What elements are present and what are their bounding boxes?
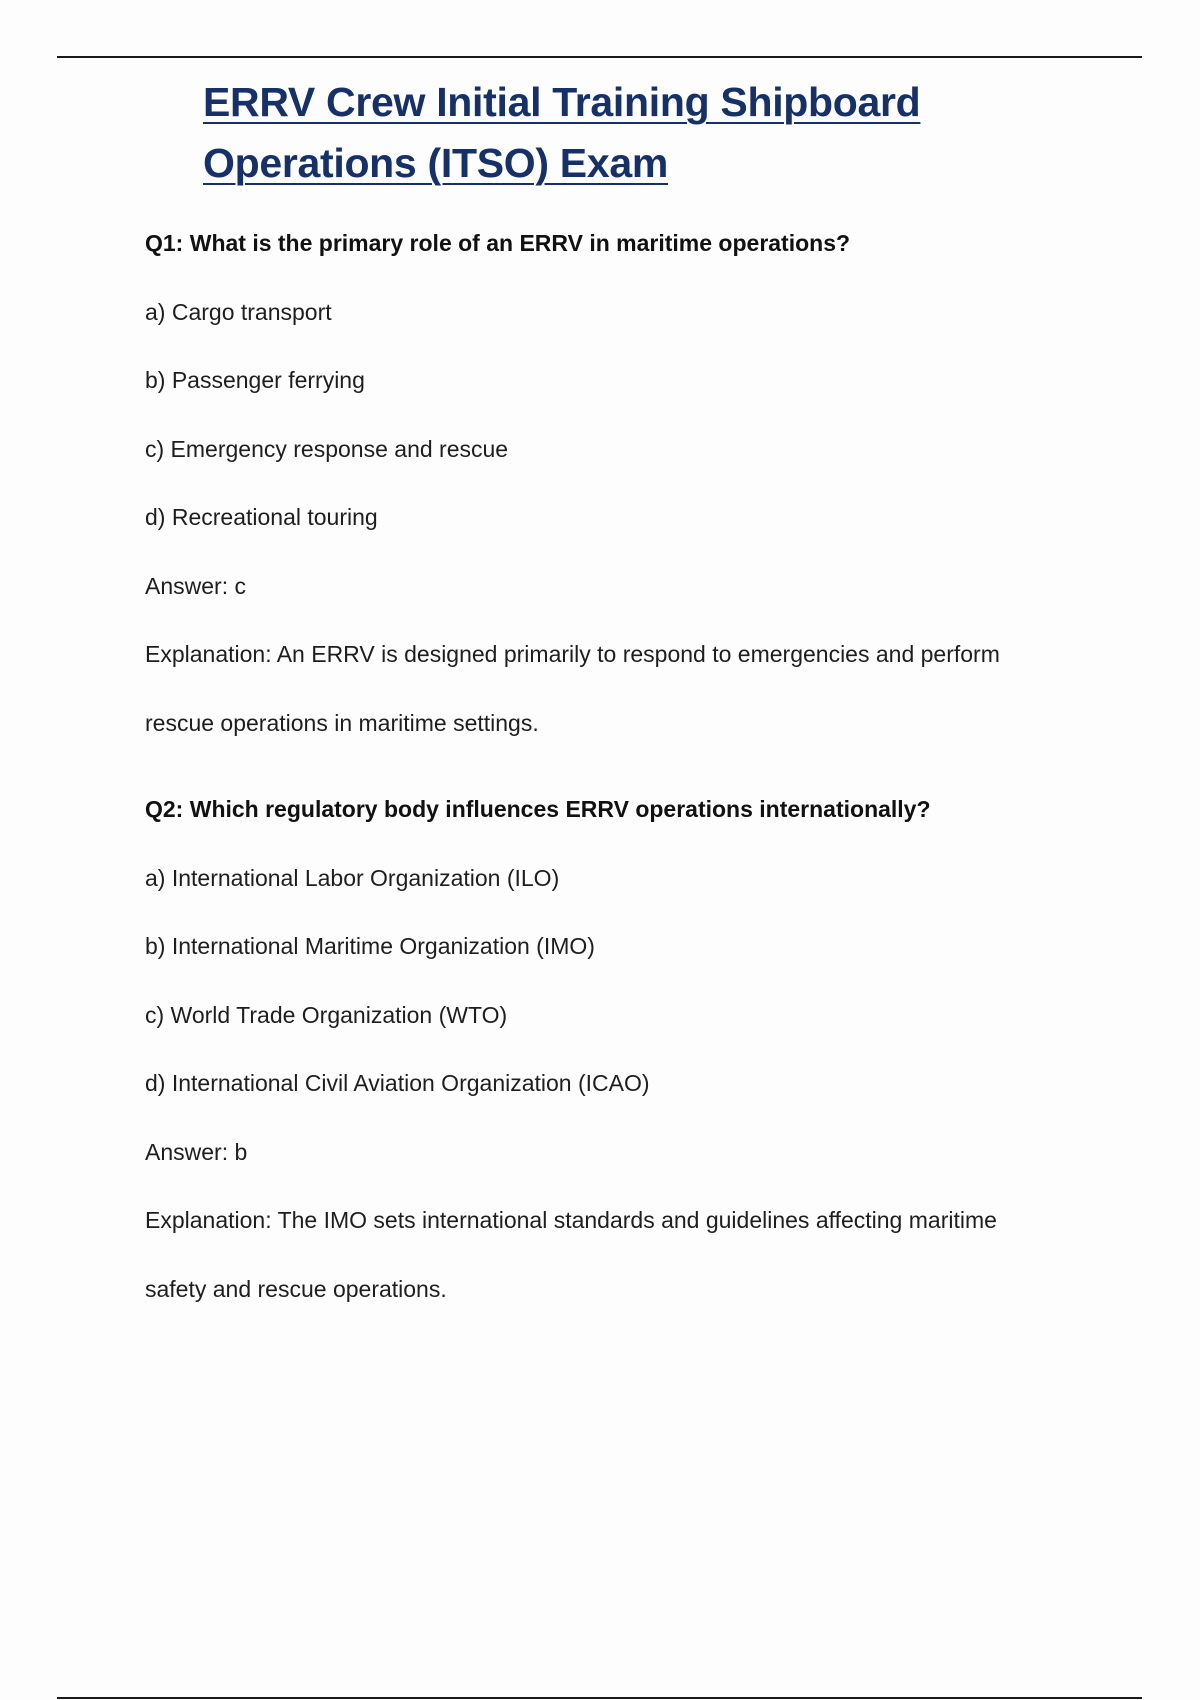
top-rule bbox=[57, 56, 1142, 58]
option-a: a) International Labor Organization (ILO) bbox=[145, 864, 560, 891]
question-text: Q1: What is the primary role of an ERRV in maritime operations? bbox=[145, 230, 851, 256]
bottom-rule bbox=[57, 1697, 1142, 1699]
answer-text: Answer: b bbox=[145, 1138, 248, 1165]
option-d: d) International Civil Aviation Organization (ICAO) bbox=[145, 1070, 650, 1096]
explanation-text: Explanation: The IMO sets international standards and guidelines affecting maritime safety and rescue operations. bbox=[145, 1207, 997, 1302]
option-a: a) Cargo transport bbox=[145, 298, 332, 325]
question-text: Q2: Which regulatory body influences ERRV operations internationally? bbox=[145, 796, 931, 822]
document-title: ERRV Crew Initial Training Shipboard Operations (ITSO) Exam bbox=[203, 79, 921, 186]
question-list bbox=[145, 226, 1045, 1323]
question-block-1 bbox=[145, 226, 1045, 757]
option-b: b) Passenger ferrying bbox=[145, 367, 365, 393]
option-d: d) Recreational touring bbox=[145, 504, 378, 530]
explanation-text: Explanation: An ERRV is designed primarily to respond to emergencies and perform rescue operations in maritime settings. bbox=[145, 641, 1000, 736]
answer-text: Answer: c bbox=[145, 572, 246, 599]
option-c: c) Emergency response and rescue bbox=[145, 435, 509, 462]
option-b: b) International Maritime Organization (IMO) bbox=[145, 933, 595, 959]
option-c: c) World Trade Organization (WTO) bbox=[145, 1001, 508, 1028]
question-block-2 bbox=[145, 792, 1045, 1323]
